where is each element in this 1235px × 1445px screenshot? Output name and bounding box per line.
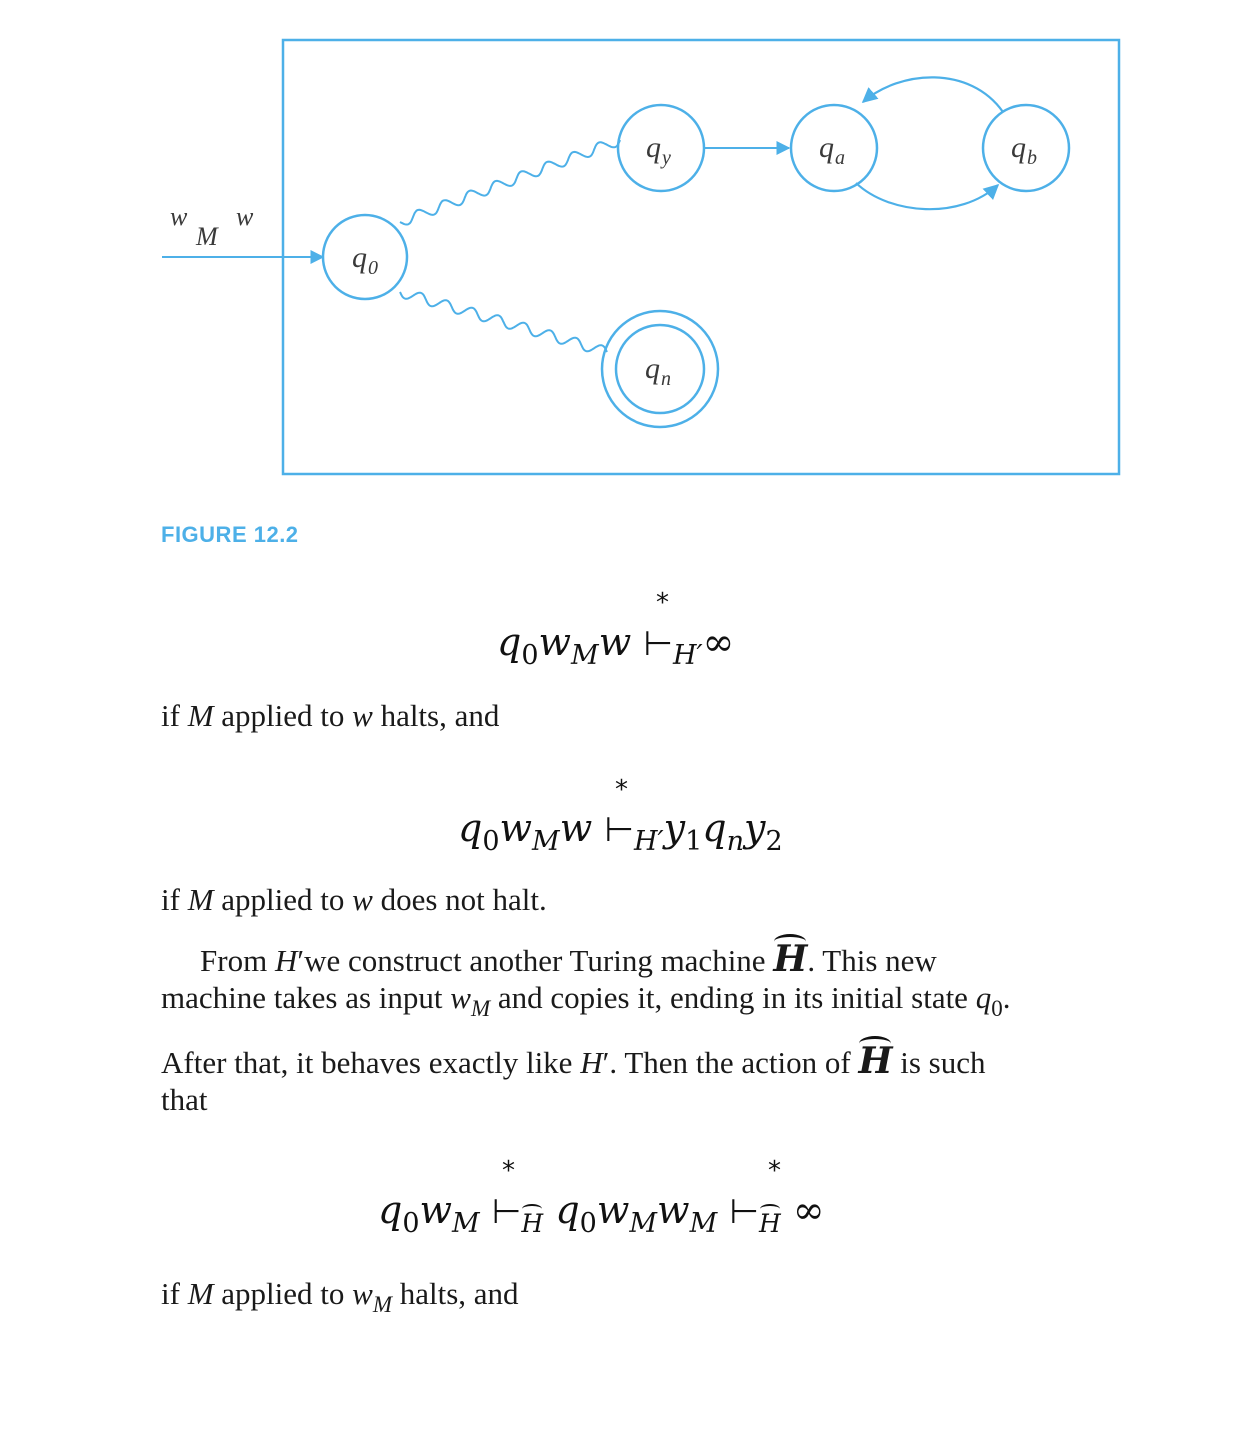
text-halts: halts, and xyxy=(372,698,500,733)
figure-caption-label: FIGURE 12.2 xyxy=(161,522,299,547)
paragraph-line-4 xyxy=(161,1081,208,1119)
p2-q: q xyxy=(975,980,992,1015)
eq1-w-sub: M xyxy=(571,640,599,671)
state-q0-sub: 0 xyxy=(368,257,378,279)
tl-w-sub: M xyxy=(372,1292,392,1317)
eq3-mid-w2-sub: M xyxy=(689,1208,718,1239)
eq3-infinity: ∞ xyxy=(792,1188,825,1232)
text-if-2: if xyxy=(161,882,188,917)
eq2-q: q xyxy=(458,806,483,850)
eq3-mid-w-sub: M xyxy=(629,1208,658,1239)
input-label-M: M xyxy=(196,222,218,251)
p2-w: w xyxy=(450,980,471,1015)
eq2-w: w xyxy=(499,806,533,850)
state-qy-label: q xyxy=(646,131,661,164)
eq3-turnstile-1: ⊢ xyxy=(491,1192,522,1232)
p1-prime: ′ xyxy=(297,943,305,978)
eq2-y1-sub: 1 xyxy=(685,826,703,857)
eq2-y1: y xyxy=(663,806,686,850)
eq3-star-1: * xyxy=(502,1156,515,1186)
tl-applied: applied to xyxy=(213,1276,353,1311)
state-qb xyxy=(983,105,1069,191)
eq2-w-sub: M xyxy=(532,826,560,857)
p1-H-hat: H xyxy=(773,938,808,980)
input-label-w-sup: w xyxy=(236,202,254,231)
text-M-2: M xyxy=(187,882,214,917)
text-not-halt: does not halt. xyxy=(372,882,547,917)
text-if: if xyxy=(161,698,188,733)
eq1-q-sub: 0 xyxy=(521,640,539,671)
state-qn-label: q xyxy=(645,352,660,385)
eq3-mid-w: w xyxy=(596,1188,630,1232)
eq3-turnstile-2: ⊢ xyxy=(729,1192,759,1232)
p3-H-hat: H xyxy=(858,1040,893,1082)
text-applied-2: applied to xyxy=(213,882,353,917)
tl-halts: halts, and xyxy=(391,1276,519,1311)
eq2-prime: ′ xyxy=(657,826,664,857)
eq2-y2: y xyxy=(744,806,766,850)
transition-qb-qa xyxy=(863,77,1003,112)
eq3-H-hat-1: H xyxy=(521,1209,544,1238)
paragraph-line-2 xyxy=(161,979,1010,1020)
text-w: w xyxy=(352,698,373,733)
text-line-not-halt xyxy=(161,881,547,919)
p3-prime: ′ xyxy=(602,1045,610,1080)
state-qa-label: q xyxy=(819,131,834,164)
p1-this-new: . This new xyxy=(807,943,937,978)
p3-H: H xyxy=(580,1045,603,1080)
text-line-last xyxy=(161,1275,519,1316)
text-M: M xyxy=(187,698,214,733)
p1-construct: we construct another Turing machine xyxy=(304,943,774,978)
tl-if: if xyxy=(161,1276,188,1311)
state-qb-sub: b xyxy=(1027,147,1037,169)
eq3-w: w xyxy=(419,1188,453,1232)
eq3-mid-w2: w xyxy=(657,1188,690,1232)
eq2-machine: H xyxy=(633,826,658,857)
eq1-star: * xyxy=(656,588,669,618)
p2-copies: and copies it, ending in its initial state xyxy=(490,980,976,1015)
eq3-mid-q: q xyxy=(555,1188,580,1232)
text-applied: applied to xyxy=(213,698,353,733)
state-qn-outer xyxy=(602,311,718,427)
eq2-q-sub: 0 xyxy=(482,826,500,857)
equation-3 xyxy=(378,1188,825,1239)
eq1-machine: H xyxy=(672,640,697,671)
p3-is-such: is such xyxy=(892,1045,986,1080)
p3-after: After that, it behaves exactly like xyxy=(161,1045,581,1080)
eq1-infinity: ∞ xyxy=(702,620,735,664)
state-q0-label: q xyxy=(352,241,367,274)
eq3-w-sub: M xyxy=(452,1208,480,1239)
paragraph-line-3 xyxy=(161,1042,985,1082)
eq1-prime: ′ xyxy=(696,640,703,671)
eq3-H-hat-2: H xyxy=(758,1209,781,1238)
p2-w-sub: M xyxy=(470,996,491,1021)
state-qa xyxy=(791,105,877,191)
eq2-star: * xyxy=(615,775,628,805)
p2-period: . xyxy=(1002,980,1011,1015)
state-qy-sub: y xyxy=(662,147,671,169)
eq3-q-sub: 0 xyxy=(402,1208,420,1239)
state-qa-sub: a xyxy=(835,147,845,169)
eq1-turnstile: ⊢ xyxy=(643,624,673,664)
figure-12-2-diagram xyxy=(0,0,1235,500)
transition-qa-qb xyxy=(856,183,998,209)
p1-from: From xyxy=(200,943,275,978)
equation-1 xyxy=(497,620,735,671)
state-qn-sub: n xyxy=(661,368,671,390)
eq3-q: q xyxy=(378,1188,403,1232)
eq2-qn: q xyxy=(702,806,727,850)
state-qy xyxy=(618,105,704,191)
equation-2 xyxy=(458,806,783,857)
wavy-path-q0-to-qy xyxy=(400,140,620,225)
state-qn xyxy=(616,325,704,413)
wavy-path-q0-to-qn xyxy=(400,292,607,352)
eq3-star-2: * xyxy=(768,1156,781,1186)
eq1-q: q xyxy=(497,620,522,664)
eq1-w: w xyxy=(538,620,572,664)
eq2-qn-sub: n xyxy=(726,826,745,857)
paragraph-line-1 xyxy=(200,940,937,980)
text-w-2: w xyxy=(352,882,373,917)
input-label-w: w xyxy=(170,202,188,231)
p3-action: . Then the action of xyxy=(609,1045,859,1080)
state-qb-label: q xyxy=(1011,131,1026,164)
p4-that: that xyxy=(161,1082,208,1117)
p2-machine-takes: machine takes as input xyxy=(161,980,451,1015)
eq1-w2: w xyxy=(598,620,632,664)
text-line-halts xyxy=(161,697,499,735)
eq2-y2-sub: 2 xyxy=(765,826,783,857)
p2-q-sub: 0 xyxy=(991,996,1003,1021)
p1-H: H xyxy=(274,943,298,978)
eq2-turnstile: ⊢ xyxy=(604,810,634,850)
eq2-w2: w xyxy=(559,806,593,850)
tl-M: M xyxy=(187,1276,214,1311)
eq3-mid-q-sub: 0 xyxy=(579,1208,597,1239)
tl-w: w xyxy=(352,1276,373,1311)
